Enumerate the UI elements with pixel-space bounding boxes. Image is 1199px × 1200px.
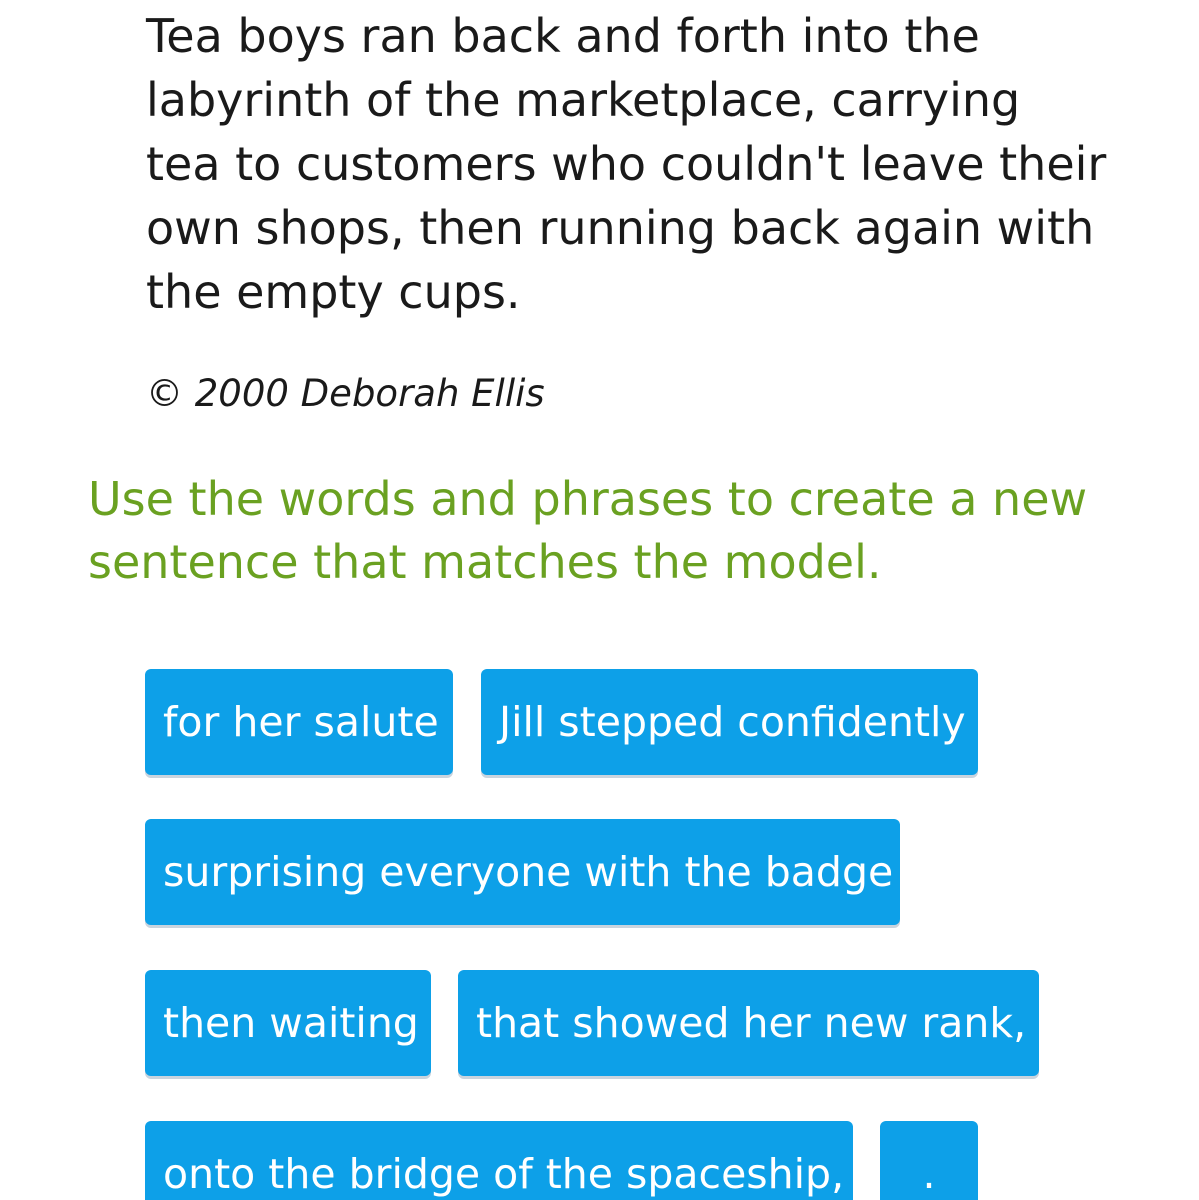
model-sentence: Tea boys ran back and forth into the labyrinth of the marketplace, carrying tea to customers who couldn't leave their own shops, then running back again with the empty cups.: [146, 9, 1107, 319]
word-tile[interactable]: for her salute: [145, 669, 453, 775]
word-tile[interactable]: that showed her new rank,: [458, 970, 1039, 1076]
instructions: Use the words and phrases to create a new sentence that matches the model.: [88, 472, 1088, 589]
word-tile[interactable]: onto the bridge of the spaceship,: [145, 1121, 853, 1200]
word-tile[interactable]: then waiting: [145, 970, 431, 1076]
period-tile[interactable]: .: [880, 1121, 978, 1200]
word-tile[interactable]: surprising everyone with the badge: [145, 819, 900, 925]
copyright-notice: © 2000 Deborah Ellis: [146, 372, 545, 415]
word-tile[interactable]: Jill stepped confidently: [481, 669, 978, 775]
